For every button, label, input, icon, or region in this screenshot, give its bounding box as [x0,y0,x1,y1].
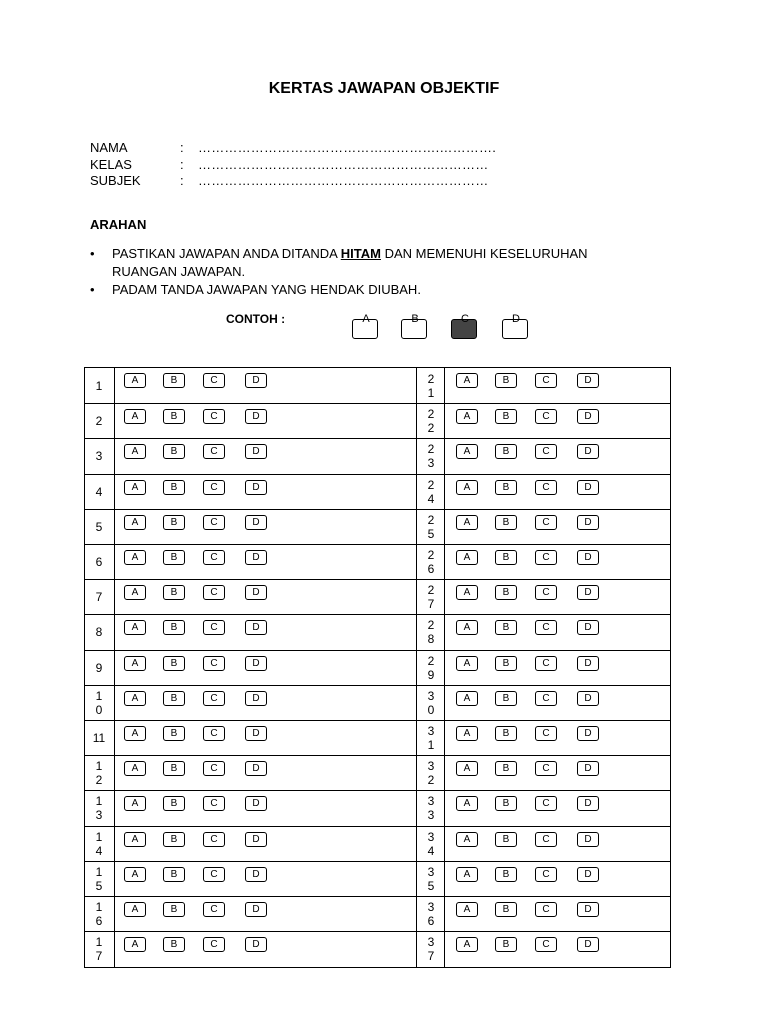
table-row [85,685,670,720]
answer-bubble-d[interactable]: D [577,937,599,952]
answer-bubble-a[interactable]: A [456,761,478,776]
instruction-1-after: DAN MEMENUHI KESELURUHAN RUANGAN JAWAPAN. [112,246,588,279]
answer-bubble-b[interactable]: B [495,444,517,459]
answer-bubble-b[interactable]: B [495,867,517,882]
answer-bubble-b[interactable]: B [163,585,185,600]
name-colon: : [180,140,184,155]
answer-bubble-a[interactable]: A [456,373,478,388]
answer-bubble-c[interactable]: C [203,867,225,882]
question-number: 2 6 [427,548,435,577]
answer-bubble-b[interactable]: B [163,761,185,776]
answer-bubble-c[interactable]: C [203,832,225,847]
answer-bubble-d[interactable]: D [577,832,599,847]
name-dots[interactable]: ……………………………………………….…………. [198,140,497,155]
answer-bubble-c[interactable]: C [535,480,557,495]
table-row [85,755,670,790]
answer-bubble-d[interactable]: D [245,515,267,530]
answer-bubble-d[interactable]: D [245,373,267,388]
answer-grid [84,367,671,968]
question-number: 8 [95,625,103,640]
answer-bubble-d[interactable]: D [245,585,267,600]
table-row [85,474,670,509]
answer-bubble-c[interactable]: C [535,867,557,882]
question-number: 9 [95,660,103,675]
question-number: 6 [95,555,103,570]
answer-bubble-d[interactable]: D [577,585,599,600]
question-number: 5 [95,519,103,534]
answer-bubble-d[interactable]: D [245,444,267,459]
answer-bubble-b[interactable]: B [163,937,185,952]
student-info [90,140,496,190]
question-number: 3 5 [427,864,435,893]
answer-bubble-a[interactable]: A [456,656,478,671]
question-number: 2 9 [427,653,435,682]
question-number: 3 0 [427,688,435,717]
answer-bubble-d[interactable]: D [245,691,267,706]
answer-bubble-b[interactable]: B [495,620,517,635]
answer-bubble-a[interactable]: A [124,902,146,917]
answer-bubble-b[interactable]: B [495,550,517,565]
answer-bubble-a[interactable]: A [124,796,146,811]
answer-bubble-b[interactable]: B [163,550,185,565]
question-number: 3 4 [427,829,435,858]
question-number: 1 6 [95,900,103,929]
answer-bubble-a[interactable]: A [124,832,146,847]
question-number: 1 7 [95,935,103,964]
class-dots[interactable]: ………………………………………………………… [198,156,489,172]
table-row [85,826,670,861]
answer-bubble-a[interactable]: A [456,902,478,917]
class-field[interactable] [90,157,496,174]
answer-bubble-b[interactable]: B [163,726,185,741]
table-row [85,403,670,438]
answer-bubble-b[interactable]: B [163,832,185,847]
answer-bubble-a[interactable]: A [124,585,146,600]
answer-bubble-d[interactable]: D [245,902,267,917]
answer-bubble-b[interactable]: B [495,761,517,776]
question-number: 2 5 [427,512,435,541]
subject-field[interactable] [90,173,496,190]
answer-bubble-c[interactable]: C [535,409,557,424]
answer-bubble-b[interactable]: B [163,444,185,459]
page-title: KERTAS JAWAPAN OBJEKTIF [268,80,500,97]
answer-bubble-c[interactable]: C [535,585,557,600]
example-label: CONTOH : [226,312,286,326]
question-number: 1 5 [95,864,103,893]
instruction-1-highlight: HITAM [340,246,381,261]
name-label: NAMA [90,140,128,155]
example-letter: D [512,313,520,325]
question-number: 1 0 [95,688,103,717]
answer-bubble-a[interactable]: A [124,515,146,530]
answer-bubble-d[interactable]: D [577,409,599,424]
answer-bubble-d[interactable]: D [577,902,599,917]
answer-bubble-b[interactable]: B [495,373,517,388]
answer-bubble-c[interactable]: C [203,515,225,530]
table-row [85,720,670,755]
answer-bubble-b[interactable]: B [495,409,517,424]
table-row [85,790,670,825]
question-number: 2 2 [427,407,435,436]
question-number: 3 3 [427,794,435,823]
question-number: 3 1 [427,724,435,753]
answer-bubble-c[interactable]: C [203,761,225,776]
answer-bubble-b[interactable]: B [163,902,185,917]
answer-bubble-c[interactable]: C [203,796,225,811]
table-row [85,368,670,403]
answer-bubble-d[interactable]: D [245,937,267,952]
subject-label: SUBJEK [90,173,141,188]
answer-bubble-a[interactable]: A [456,937,478,952]
answer-bubble-c[interactable]: C [535,726,557,741]
answer-bubble-b[interactable]: B [495,515,517,530]
table-row [85,544,670,579]
answer-bubble-c[interactable]: C [203,656,225,671]
question-number: 3 2 [427,759,435,788]
answer-bubble-b[interactable]: B [163,373,185,388]
answer-bubble-c[interactable]: C [535,620,557,635]
answer-bubble-d[interactable]: D [245,867,267,882]
answer-bubble-d[interactable]: D [577,480,599,495]
question-number: 7 [95,590,103,605]
answer-bubble-c[interactable]: C [203,585,225,600]
answer-bubble-c[interactable]: C [203,444,225,459]
table-row [85,438,670,473]
answer-bubble-b[interactable]: B [163,867,185,882]
answer-bubble-d[interactable]: D [577,796,599,811]
answer-bubble-d[interactable]: D [245,656,267,671]
answer-bubble-b[interactable]: B [495,656,517,671]
table-row [85,614,670,649]
question-number: 2 4 [427,477,435,506]
answer-bubble-c[interactable]: C [203,726,225,741]
answer-bubble-c[interactable]: C [535,550,557,565]
answer-bubble-d[interactable]: D [245,409,267,424]
answer-bubble-b[interactable]: B [495,480,517,495]
answer-bubble-a[interactable]: A [456,726,478,741]
answer-bubble-d[interactable]: D [577,620,599,635]
answer-bubble-d[interactable]: D [577,444,599,459]
answer-bubble-c[interactable]: C [535,515,557,530]
answer-bubble-d[interactable]: D [577,656,599,671]
instruction-item [90,281,650,299]
question-number: 1 3 [95,794,103,823]
subject-dots[interactable]: ………………………………………………………… [198,173,489,188]
answer-bubble-a[interactable]: A [456,620,478,635]
question-number: 2 1 [427,371,435,400]
question-number: 11 [92,731,106,746]
answer-bubble-a[interactable]: A [456,585,478,600]
answer-bubble-a[interactable]: A [456,480,478,495]
answer-bubble-b[interactable]: B [163,691,185,706]
table-row [85,896,670,931]
answer-bubble-a[interactable]: A [456,515,478,530]
answer-bubble-a[interactable]: A [456,691,478,706]
answer-bubble-c[interactable]: C [203,620,225,635]
instructions-heading: ARAHAN [90,217,147,232]
answer-bubble-a[interactable]: A [124,726,146,741]
example-letter: A [362,313,370,325]
answer-bubble-b[interactable]: B [495,937,517,952]
answer-bubble-b[interactable]: B [163,515,185,530]
answer-bubble-b[interactable]: B [163,620,185,635]
answer-bubble-a[interactable]: A [456,409,478,424]
instruction-2: PADAM TANDA JAWAPAN YANG HENDAK DIUBAH. [112,282,421,297]
answer-bubble-b[interactable]: B [163,409,185,424]
answer-bubble-c[interactable]: C [203,373,225,388]
answer-bubble-c[interactable]: C [203,409,225,424]
answer-bubble-a[interactable]: A [124,480,146,495]
table-row [85,579,670,614]
answer-bubble-d[interactable]: D [577,761,599,776]
table-row [85,861,670,896]
answer-bubble-c[interactable]: C [535,761,557,776]
instruction-item [90,245,650,281]
answer-bubble-a[interactable]: A [124,409,146,424]
answer-bubble-d[interactable]: D [245,726,267,741]
answer-bubble-a[interactable]: A [124,620,146,635]
answer-bubble-c[interactable]: C [203,902,225,917]
answer-bubble-b[interactable]: B [495,585,517,600]
answer-bubble-d[interactable]: D [577,373,599,388]
subject-colon: : [180,173,184,188]
answer-bubble-c[interactable]: C [535,937,557,952]
question-number: 3 [95,449,103,464]
answer-bubble-c[interactable]: C [535,902,557,917]
answer-bubble-d[interactable]: D [577,867,599,882]
answer-bubble-c[interactable]: C [203,550,225,565]
answer-bubble-c[interactable]: C [535,444,557,459]
answer-bubble-a[interactable]: A [124,691,146,706]
table-row [85,931,670,966]
answer-bubble-a[interactable]: A [456,550,478,565]
answer-bubble-c[interactable]: C [535,691,557,706]
question-number: 1 4 [95,829,103,858]
question-number: 2 [95,414,103,429]
question-number: 3 7 [427,935,435,964]
answer-bubble-c[interactable]: C [203,691,225,706]
answer-bubble-d[interactable]: D [245,550,267,565]
instruction-1-before: PASTIKAN JAWAPAN ANDA DITANDA [112,246,341,261]
example-letter: B [411,313,419,325]
answer-bubble-a[interactable]: A [456,444,478,459]
answer-bubble-c[interactable]: C [203,937,225,952]
table-row [85,509,670,544]
question-number: 1 [95,378,103,393]
answer-bubble-b[interactable]: B [495,691,517,706]
question-number: 2 8 [427,618,435,647]
answer-bubble-d[interactable]: D [577,515,599,530]
answer-bubble-b[interactable]: B [163,480,185,495]
example-letter: C [461,313,469,325]
answer-bubble-c[interactable]: C [535,656,557,671]
answer-bubble-d[interactable]: D [245,620,267,635]
class-colon: : [180,156,184,172]
answer-bubble-a[interactable]: A [124,761,146,776]
answer-bubble-c[interactable]: C [535,796,557,811]
question-number: 2 3 [427,442,435,471]
question-number: 1 2 [95,759,103,788]
question-number: 3 6 [427,900,435,929]
answer-bubble-b[interactable]: B [495,726,517,741]
answer-bubble-d[interactable]: D [577,550,599,565]
answer-bubble-d[interactable]: D [245,761,267,776]
class-label: KELAS [90,156,132,172]
answer-bubble-a[interactable]: A [456,832,478,847]
name-field[interactable] [90,140,496,157]
answer-bubble-a[interactable]: A [456,796,478,811]
answer-bubble-a[interactable]: A [124,937,146,952]
question-number: 2 7 [427,583,435,612]
answer-bubble-c[interactable]: C [535,373,557,388]
answer-bubble-b[interactable]: B [495,832,517,847]
answer-bubble-d[interactable]: D [577,691,599,706]
answer-bubble-a[interactable]: A [124,373,146,388]
answer-bubble-b[interactable]: B [163,796,185,811]
answer-bubble-d[interactable]: D [577,726,599,741]
answer-bubble-d[interactable]: D [245,480,267,495]
answer-bubble-b[interactable]: B [495,902,517,917]
instructions-list [90,245,650,299]
answer-bubble-a[interactable]: A [124,656,146,671]
answer-bubble-b[interactable]: B [495,796,517,811]
answer-bubble-a[interactable]: A [456,867,478,882]
table-row [85,650,670,685]
answer-bubble-a[interactable]: A [124,550,146,565]
answer-bubble-a[interactable]: A [124,444,146,459]
answer-bubble-a[interactable]: A [124,867,146,882]
answer-bubble-c[interactable]: C [535,832,557,847]
answer-bubble-d[interactable]: D [245,832,267,847]
question-number: 4 [95,484,103,499]
answer-bubble-d[interactable]: D [245,796,267,811]
answer-bubble-c[interactable]: C [203,480,225,495]
answer-bubble-b[interactable]: B [163,656,185,671]
